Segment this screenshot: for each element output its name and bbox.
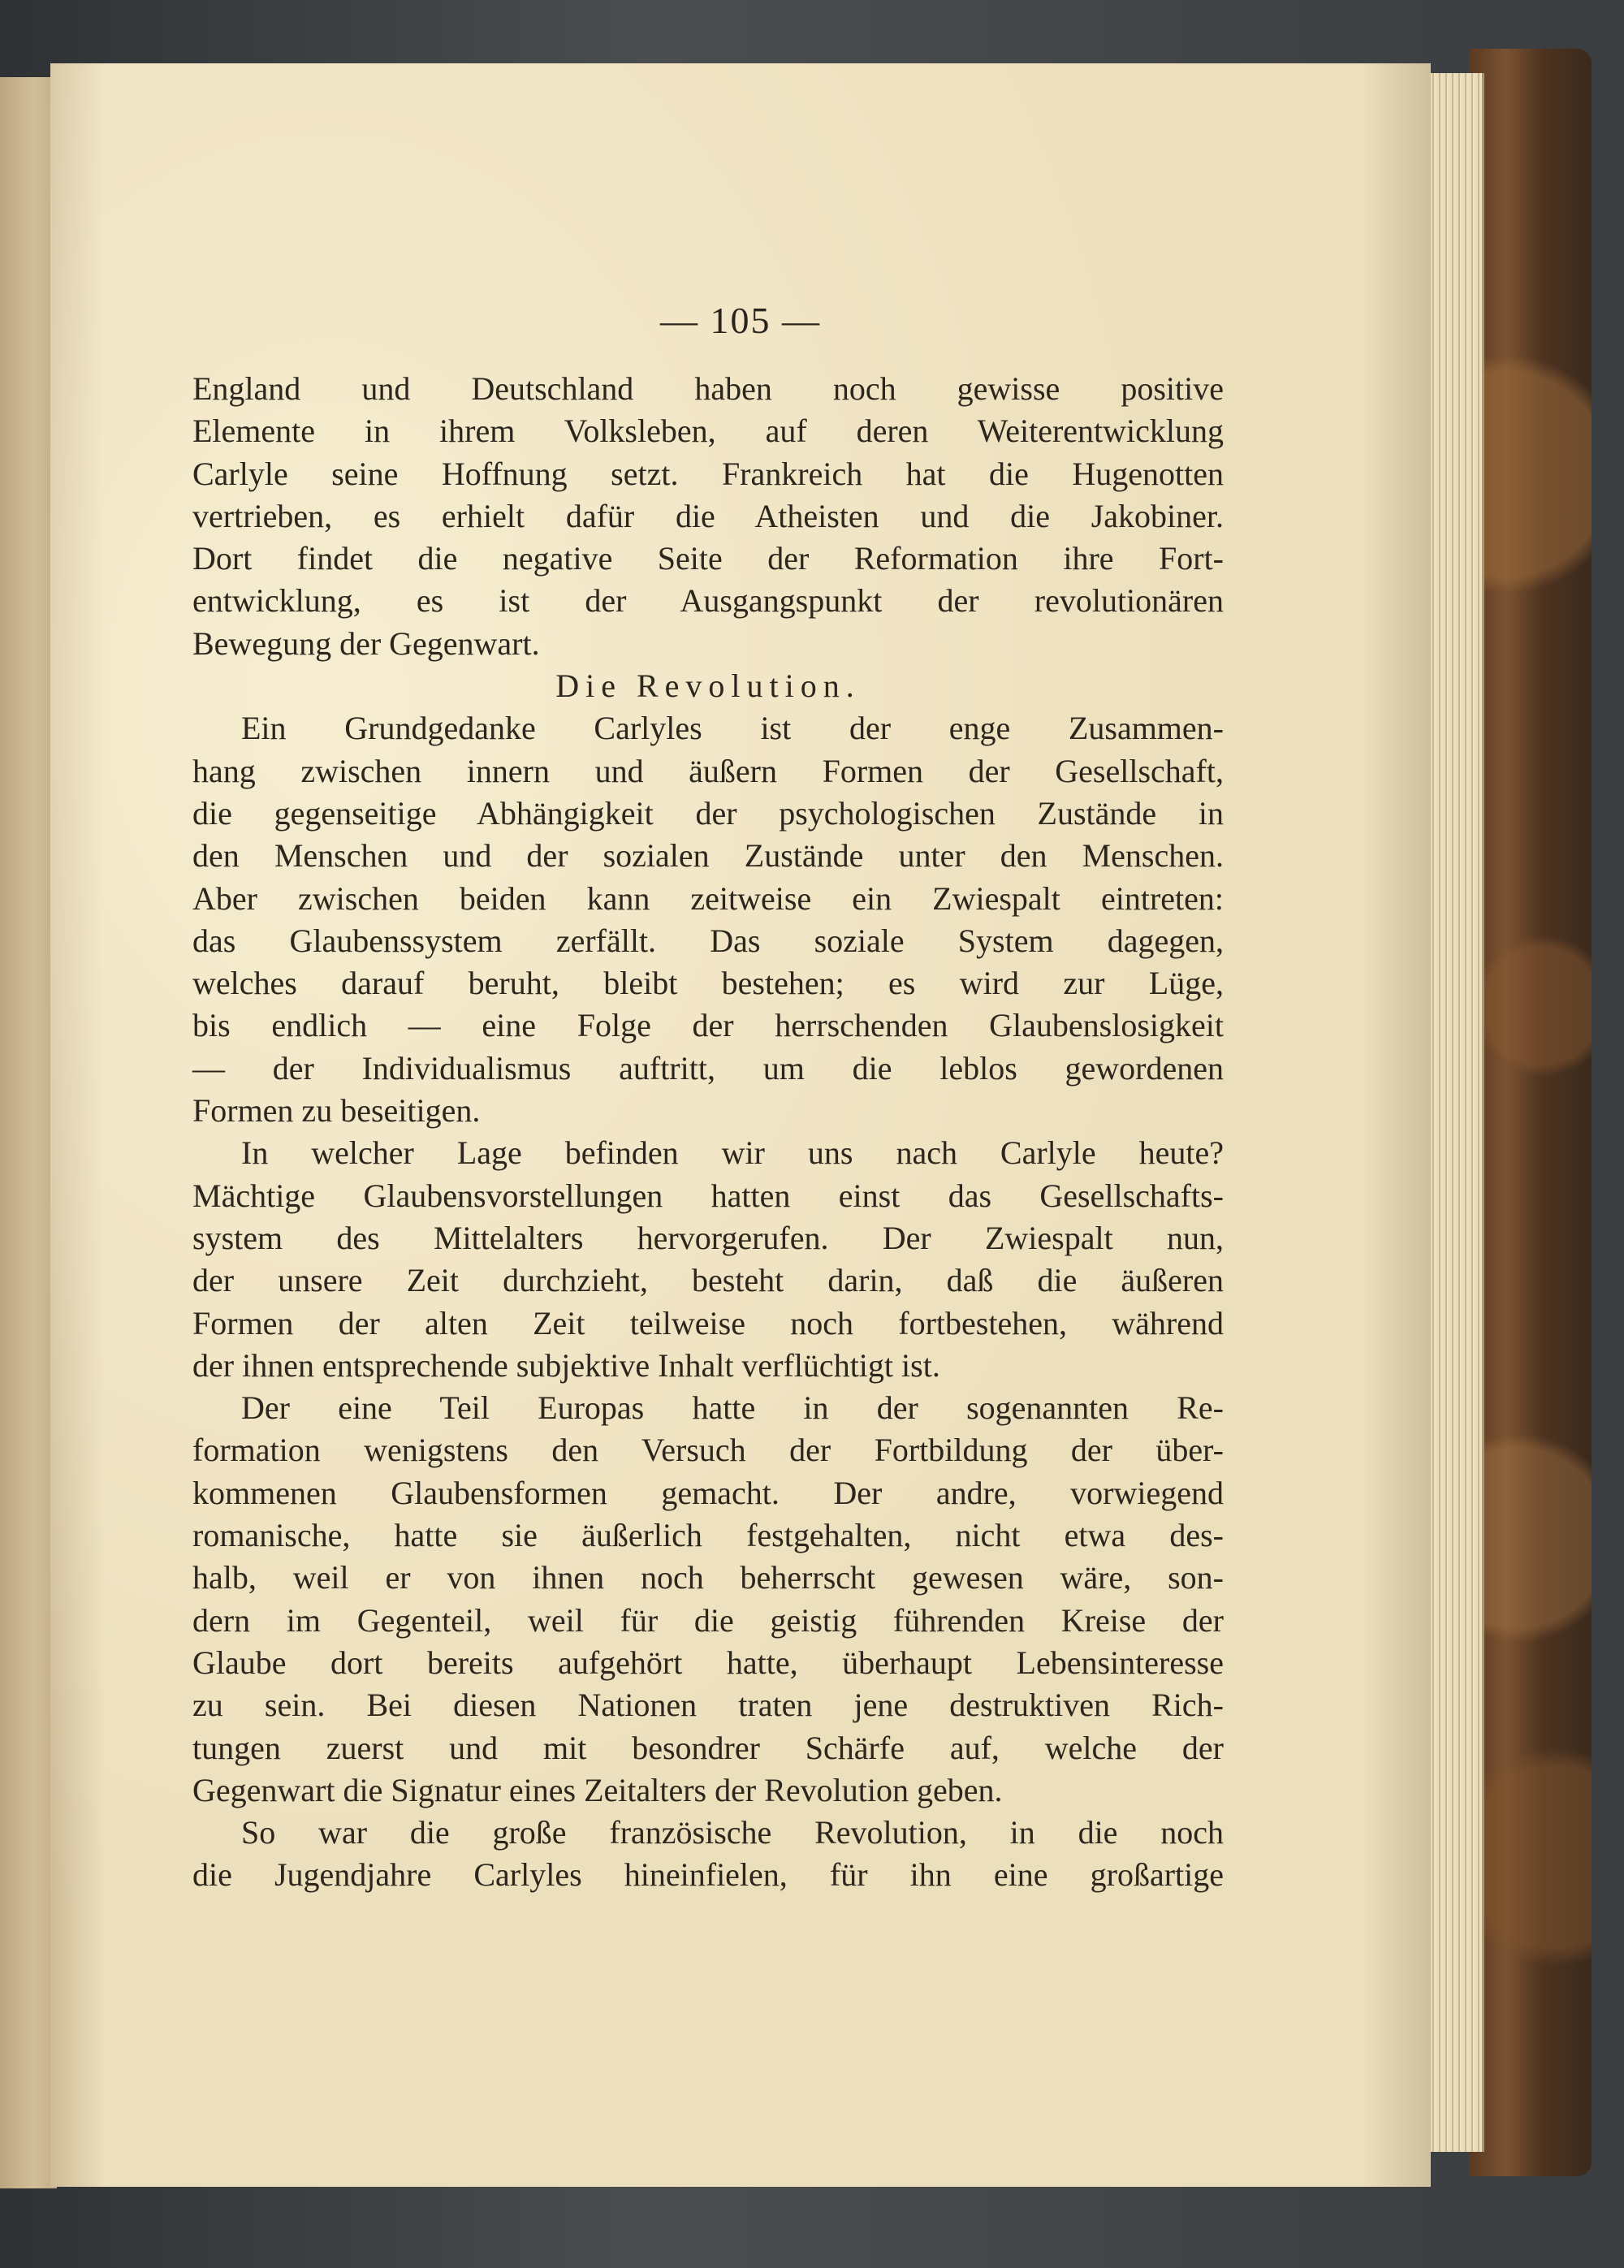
text-line: der unsere Zeit durchzieht, besteht darin, daß die äußeren xyxy=(192,1262,1224,1299)
text-line: Formen zu beseitigen. xyxy=(192,1092,481,1130)
text-line: welches darauf beruht, bleibt bestehen; es wird zur Lüge, xyxy=(192,965,1224,1002)
text-line: England und Deutschland haben noch gewisse positive xyxy=(192,370,1224,407)
text-line: der ihnen entsprechende subjektive Inhalt verflüchtigt ist. xyxy=(192,1346,940,1384)
text-line: — der Individualismus auftritt, um die leblos gewordenen xyxy=(192,1049,1224,1086)
text-line: Elemente in ihrem Volksleben, auf deren Weiterentwicklung xyxy=(192,413,1224,450)
text-line: den Menschen und der sozialen Zustände unter den Menschen. xyxy=(192,837,1224,875)
text-line: Dort findet die negative Seite der Reformation ihre Fort- xyxy=(192,540,1224,577)
text-line: die Jugendjahre Carlyles hineinfielen, für ihn eine großartige xyxy=(192,1856,1224,1894)
text-line: Bewegung der Gegenwart. xyxy=(192,624,540,662)
text-line: kommenen Glaubensformen gemacht. Der andre, vorwiegend xyxy=(192,1474,1224,1511)
text-line: romanische, hatte sie äußerlich festgehalten, nicht etwa des- xyxy=(192,1517,1224,1554)
text-line: Aber zwischen beiden kann zeitweise ein Zwiespalt eintreten: xyxy=(192,879,1224,917)
text-line: vertrieben, es erhielt dafür die Atheisten und die Jakobiner. xyxy=(192,497,1224,534)
text-line: Formen der alten Zeit teilweise noch fortbestehen, während xyxy=(192,1304,1224,1341)
text-line: Carlyle seine Hoffnung setzt. Frankreich hat die Hugenotten xyxy=(192,455,1224,492)
text-line: die gegenseitige Abhängigkeit der psychologischen Zustände in xyxy=(192,794,1224,832)
text-line: Ein Grundgedanke Carlyles ist der enge Zusammen- xyxy=(241,710,1224,747)
section-heading: Die Revolution. xyxy=(555,667,861,705)
text-line: Gegenwart die Signatur eines Zeitalters der Revolution geben. xyxy=(192,1771,1003,1808)
text-line: Der eine Teil Europas hatte in der sogenannten Re- xyxy=(241,1389,1224,1427)
text-line: hang zwischen innern und äußern Formen der Gesellschaft, xyxy=(192,752,1224,789)
page-number: — 105 — xyxy=(660,300,821,341)
text-line: In welcher Lage befinden wir uns nach Carlyle heute? xyxy=(241,1134,1224,1172)
text-line: Mächtige Glaubensvorstellungen hatten einst das Gesellschafts- xyxy=(192,1177,1224,1214)
text-line: system des Mittelalters hervorgerufen. Der Zwiespalt nun, xyxy=(192,1219,1224,1256)
text-line: dern im Gegenteil, weil für die geistig führenden Kreise der xyxy=(192,1601,1224,1639)
text-line: halb, weil er von ihnen noch beherrscht gewesen wäre, son- xyxy=(192,1559,1224,1596)
text-line: tungen zuerst und mit besondrer Schärfe auf, welche der xyxy=(192,1729,1224,1766)
book-cover-right xyxy=(1470,49,1592,2176)
facing-page-edge xyxy=(0,77,57,2188)
text-line: formation wenigstens den Versuch der Fortbildung der über- xyxy=(192,1432,1224,1469)
text-line: zu sein. Bei diesen Nationen traten jene destruktiven Rich- xyxy=(192,1687,1224,1724)
text-line: das Glaubenssystem zerfällt. Das soziale System dagegen, xyxy=(192,922,1224,959)
text-line: entwicklung, es ist der Ausgangspunkt der revolutionären xyxy=(192,582,1224,620)
text-line: Glaube dort bereits aufgehört hatte, überhaupt Lebensinteresse xyxy=(192,1644,1224,1681)
book-page xyxy=(50,63,1431,2187)
text-line: So war die große französische Revolution, in die noch xyxy=(241,1814,1224,1851)
page-text xyxy=(192,368,1224,1897)
text-line: bis endlich — eine Folge der herrschenden Glaubenslosigkeit xyxy=(192,1007,1224,1044)
